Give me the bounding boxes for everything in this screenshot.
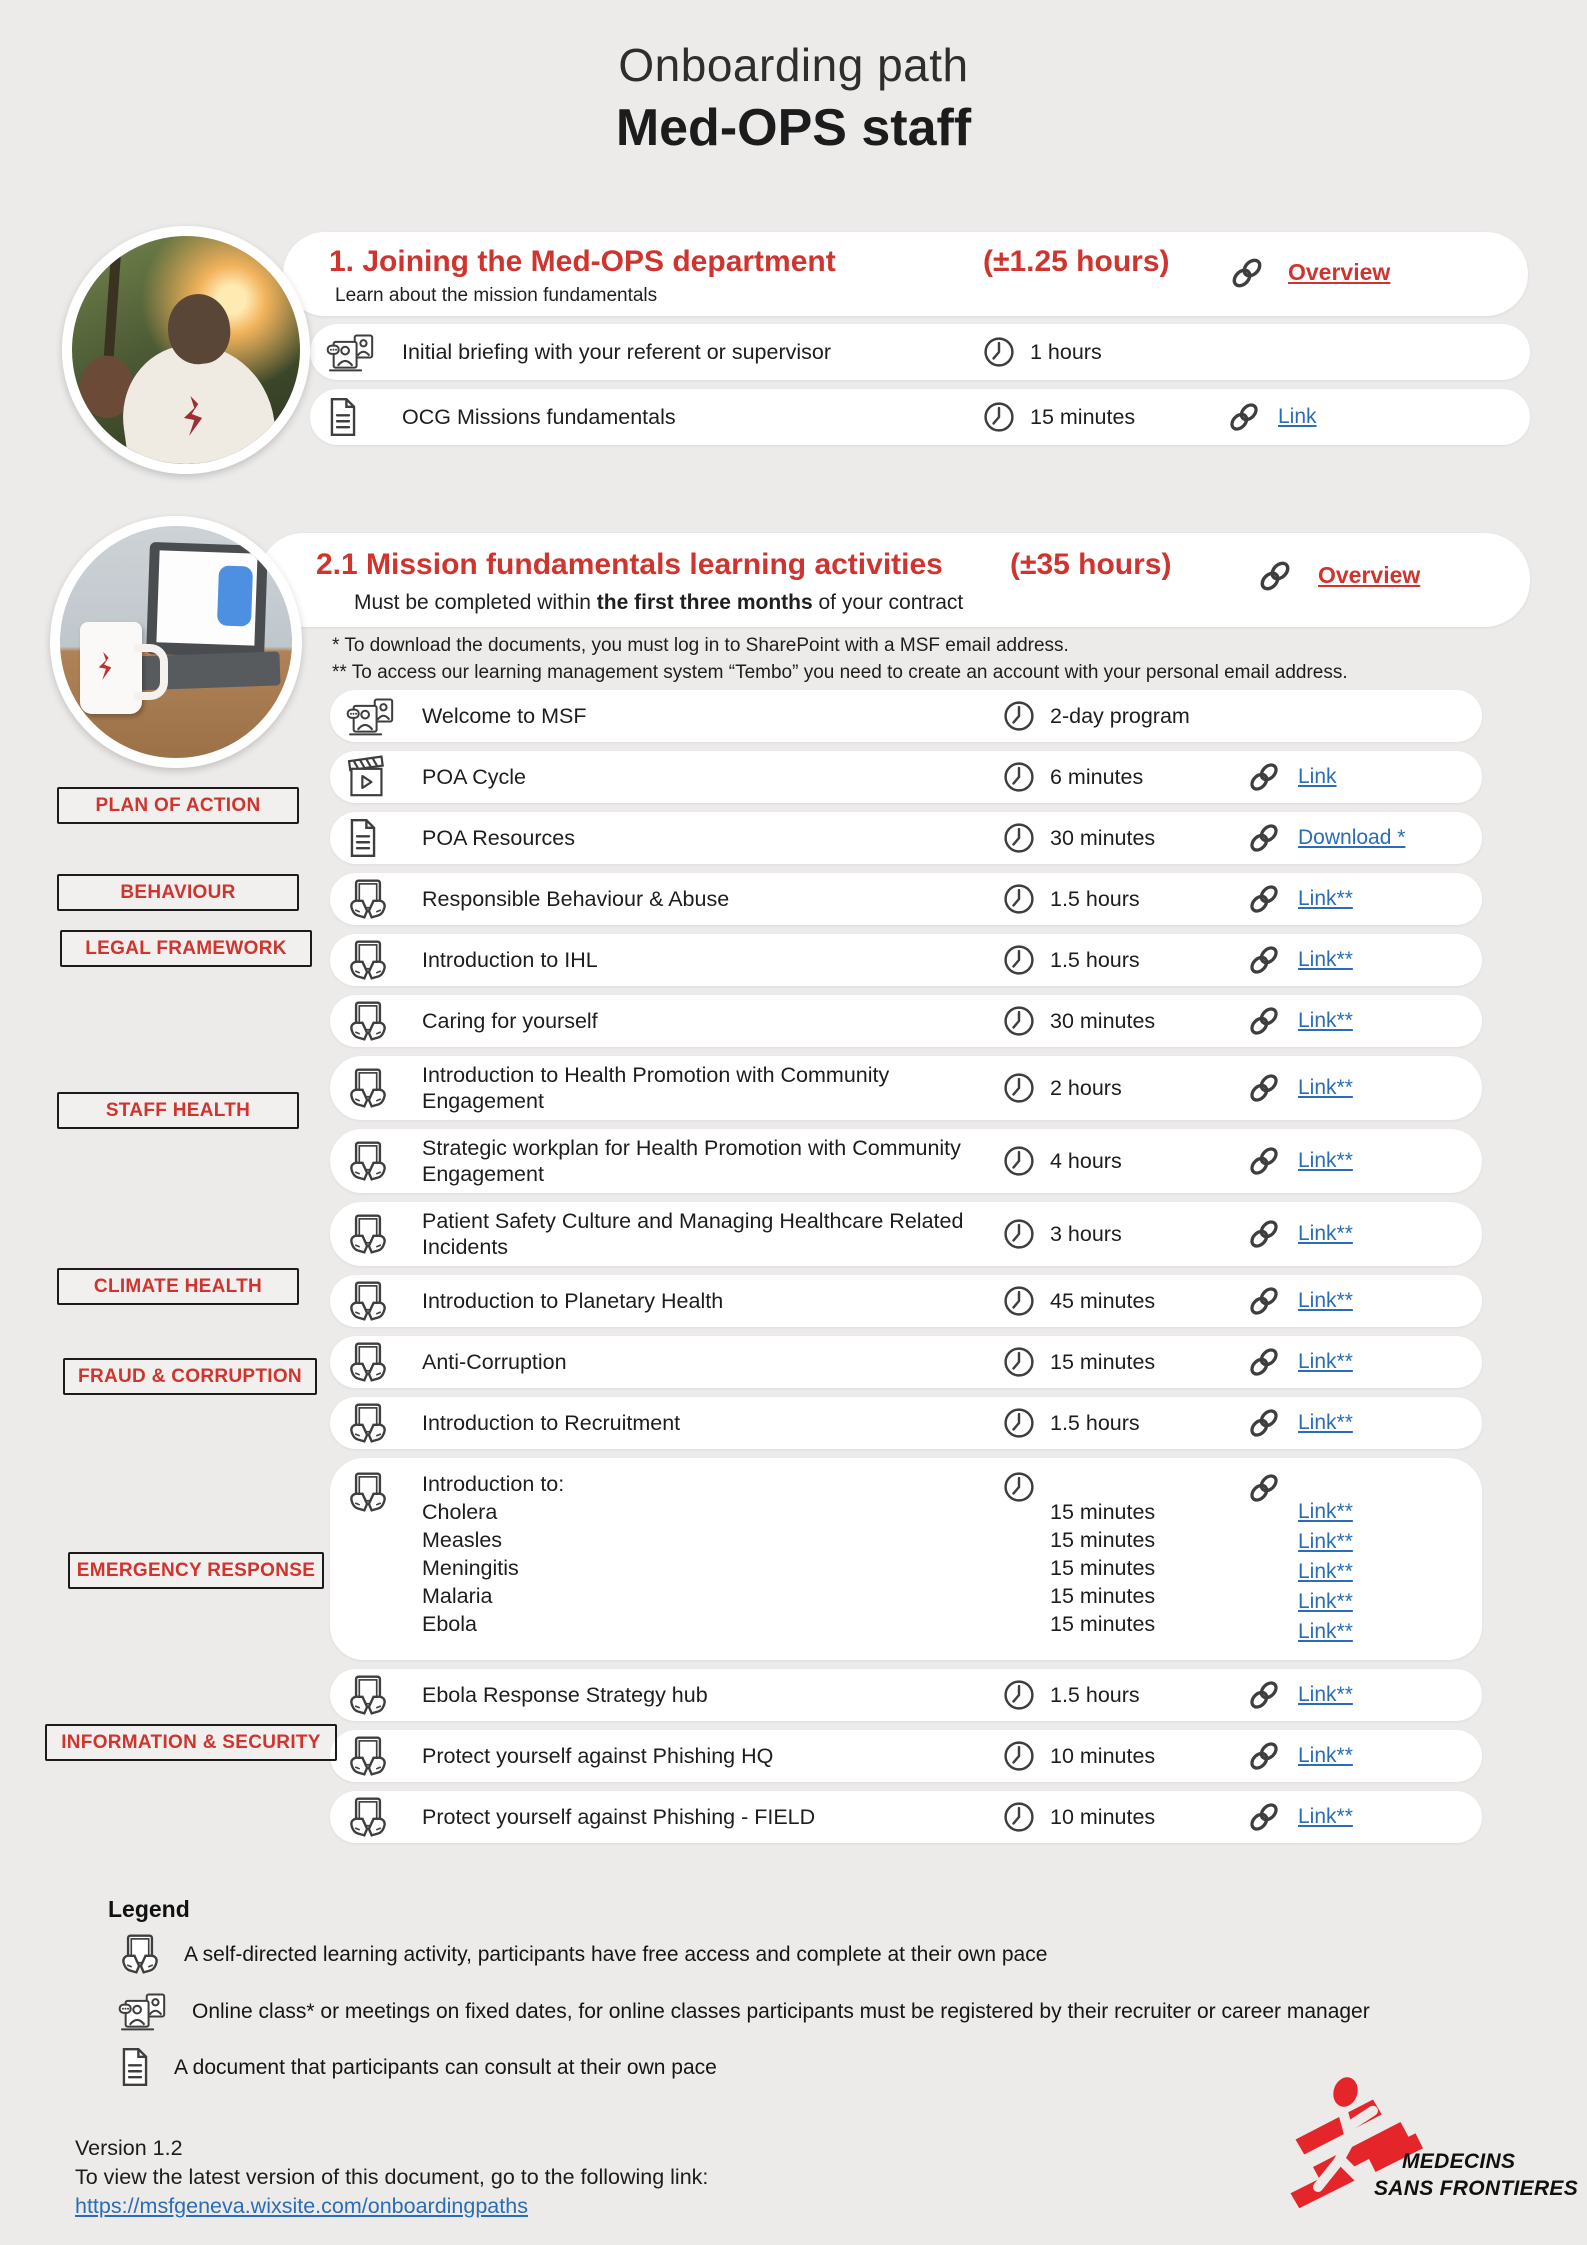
link-icon: [1246, 1070, 1282, 1106]
self-directed-learning-icon: [118, 1932, 162, 1976]
legend-text: A self-directed learning activity, participants have free access and complete at their own pace: [184, 1942, 1048, 1966]
clock-icon: [982, 400, 1016, 434]
activity-label-stack: [422, 1470, 990, 1638]
self-directed-learning-icon: [346, 1673, 390, 1717]
activity-row: [330, 690, 1482, 742]
section1-overview-link[interactable]: Overview: [1288, 259, 1391, 285]
link-icon-cell: [1226, 399, 1278, 435]
clock-icon-cell: [1002, 882, 1050, 916]
activity-row: [330, 1791, 1482, 1843]
activity-link-cell: [1298, 1222, 1482, 1246]
activity-link[interactable]: Link**: [1298, 1289, 1353, 1312]
self-directed-learning-icon: [346, 1734, 390, 1778]
activity-link[interactable]: Link**: [1298, 1530, 1353, 1553]
section1-photo: [62, 226, 310, 474]
activity-row: [330, 1056, 1482, 1120]
msf-logo: [1272, 2062, 1582, 2237]
section2-subtitle-bold: the first three months: [596, 591, 813, 614]
self-directed-learning-icon: [346, 1139, 390, 1183]
activity-label: POA Cycle: [422, 765, 526, 789]
self-directed-learning-icon: [346, 999, 390, 1043]
link-icon-cell: [1246, 1799, 1298, 1835]
link-icon: [1246, 1344, 1282, 1380]
activity-duration: 15 minutes: [1050, 1500, 1156, 1524]
category-fraud-corruption: FRAUD & CORRUPTION: [63, 1358, 317, 1395]
clock-icon-cell: [982, 335, 1030, 369]
legend-item: [118, 1989, 1478, 2033]
activity-link-cell: [1298, 826, 1482, 850]
activity-duration: 1.5 hours: [1050, 1682, 1140, 1707]
activity-link-cell: [1298, 1076, 1482, 1100]
clock-icon: [1002, 1217, 1036, 1251]
online-class-icon: [118, 1989, 170, 2033]
legend-heading: Legend: [108, 1896, 190, 1922]
activity-label: Introduction to IHL: [422, 948, 598, 972]
activity-link[interactable]: Link**: [1298, 1590, 1353, 1613]
activity-link[interactable]: Download *: [1298, 826, 1406, 849]
self-directed-learning-icon: [346, 1066, 390, 1110]
activity-link-cell: [1298, 887, 1482, 911]
activity-link-cell: [1298, 765, 1482, 789]
activity-icon-cell: [346, 1470, 422, 1514]
activity-label: Strategic workplan for Health Promotion with Community Engagement: [422, 1136, 961, 1186]
clock-icon-cell: [1002, 1739, 1050, 1773]
link-icon-cell: [1246, 1143, 1298, 1179]
activity-label: Responsible Behaviour & Abuse: [422, 887, 730, 911]
clock-icon: [1002, 943, 1036, 977]
link-icon-cell: [1246, 1738, 1298, 1774]
activity-duration: 1.5 hours: [1050, 947, 1140, 972]
self-directed-learning-icon: [346, 1279, 390, 1323]
link-icon-cell: [1246, 1344, 1298, 1380]
activity-duration: 2 hours: [1050, 1075, 1122, 1100]
clock-icon: [1002, 1406, 1036, 1440]
footer: [75, 2134, 708, 2221]
activity-link-cell: [1298, 1470, 1482, 1648]
clock-icon: [1002, 1004, 1036, 1038]
page-title: [0, 38, 1587, 158]
online-class-icon: [346, 694, 398, 738]
activity-row: [330, 1275, 1482, 1327]
link-icon-cell: [1246, 1216, 1298, 1252]
section2-subtitle-prefix: Must be completed within: [354, 591, 597, 614]
activity-link[interactable]: Link**: [1298, 948, 1353, 971]
activity-row: [310, 324, 1530, 380]
activity-link-cell: [1298, 1683, 1482, 1707]
version-label: Version 1.2: [75, 2136, 183, 2160]
section1-header: [283, 232, 1528, 316]
activity-label: POA Resources: [422, 826, 575, 850]
link-icon-cell: [1246, 820, 1298, 856]
activity-duration: 15 minutes: [1050, 1584, 1156, 1608]
clock-icon-cell: [1002, 1406, 1050, 1440]
activity-link-cell: [1298, 1289, 1482, 1313]
activity-row: [310, 389, 1530, 445]
link-icon: [1228, 254, 1266, 292]
section1-duration: (±1.25 hours): [983, 245, 1170, 278]
activity-duration: 15 minutes: [1050, 1528, 1156, 1552]
activity-duration: 4 hours: [1050, 1148, 1122, 1173]
clock-icon-cell: [1002, 1345, 1050, 1379]
category-staff-health: STAFF HEALTH: [57, 1092, 299, 1129]
activity-icon-cell: [346, 755, 422, 799]
page-title-line2: Med-OPS staff: [615, 99, 972, 157]
clock-icon: [1002, 1800, 1036, 1834]
section2-notes: [332, 632, 1348, 686]
section2-photo: [50, 516, 302, 768]
link-icon: [1246, 820, 1282, 856]
section2-overview-link[interactable]: Overview: [1318, 562, 1421, 588]
link-icon-cell: [1246, 942, 1298, 978]
activity-duration: 30 minutes: [1050, 825, 1156, 850]
activity-link-cell: [1298, 1805, 1482, 1829]
link-icon: [1246, 1470, 1282, 1506]
activity-label: Patient Safety Culture and Managing Healthcare Related Incidents: [422, 1209, 964, 1259]
activity-row: [330, 1669, 1482, 1721]
activity-icon-cell: [346, 877, 422, 921]
link-icon-cell: [1246, 1003, 1298, 1039]
activity-icon-cell: [346, 938, 422, 982]
activity-icon-cell: [346, 1340, 422, 1384]
link-icon: [1246, 1283, 1282, 1319]
page-title-line1: Onboarding path: [618, 39, 969, 91]
activity-duration: 15 minutes: [1050, 1556, 1156, 1580]
activity-link-cell: [1298, 1411, 1482, 1435]
activity-row: [330, 934, 1482, 986]
activity-link[interactable]: Link**: [1298, 1149, 1353, 1172]
clock-icon-cell: [1002, 943, 1050, 977]
note-tembo: ** To access our learning management system “Tembo” you need to create an account with your personal email address.: [332, 662, 1348, 683]
activity-duration: 3 hours: [1050, 1221, 1122, 1246]
activity-icon-cell: [346, 999, 422, 1043]
duration-stack: [1050, 1470, 1246, 1638]
document-icon: [326, 396, 360, 438]
activity-sub-label: Ebola: [422, 1612, 477, 1636]
link-icon: [1246, 1738, 1282, 1774]
activity-link[interactable]: Link**: [1298, 1411, 1353, 1434]
spacer: [1050, 1470, 1246, 1498]
activity-label: Introduction to Health Promotion with Community Engagement: [422, 1063, 890, 1113]
self-directed-learning-icon: [346, 1470, 390, 1514]
activity-icon-cell: [346, 1066, 422, 1110]
activity-icon-cell: [326, 330, 402, 374]
link-icon: [1246, 881, 1282, 917]
activity-label: Anti-Corruption: [422, 1350, 567, 1374]
activity-duration: 2-day program: [1050, 703, 1190, 728]
activity-row: [330, 1458, 1482, 1660]
activity-link[interactable]: Link**: [1298, 1560, 1353, 1583]
clock-icon-cell: [1002, 1678, 1050, 1712]
activity-link[interactable]: Link: [1298, 765, 1337, 788]
link-icon: [1246, 1677, 1282, 1713]
clock-icon-cell: [1002, 1217, 1050, 1251]
section2-duration: (±35 hours): [1010, 548, 1172, 581]
clock-icon-cell: [1002, 699, 1050, 733]
activity-duration: 6 minutes: [1050, 764, 1144, 789]
clock-icon: [1002, 821, 1036, 855]
link-icon: [1246, 1216, 1282, 1252]
category-behaviour: BEHAVIOUR: [57, 874, 299, 911]
link-icon: [1246, 1405, 1282, 1441]
clock-icon-cell: [1002, 1071, 1050, 1105]
clock-icon: [1002, 1345, 1036, 1379]
link-icon-cell: [1246, 881, 1298, 917]
activity-sub-label: Meningitis: [422, 1556, 519, 1580]
photo-decoration: [80, 622, 142, 714]
activity-link[interactable]: Link**: [1298, 1805, 1353, 1828]
link-icon: [1246, 759, 1282, 795]
activity-link[interactable]: Link**: [1298, 1620, 1353, 1643]
msf-logo-line1: MEDECINS: [1402, 2150, 1516, 2173]
clock-icon-cell: [1002, 1800, 1050, 1834]
category-climate-health: CLIMATE HEALTH: [57, 1268, 299, 1305]
section2-subtitle: [354, 591, 963, 615]
online-class-icon: [326, 330, 378, 374]
category-legal-framework: LEGAL FRAMEWORK: [60, 930, 312, 967]
activity-row: [330, 873, 1482, 925]
self-directed-learning-icon: [346, 938, 390, 982]
activity-link[interactable]: Link**: [1298, 1500, 1353, 1523]
activity-label: Caring for yourself: [422, 1009, 598, 1033]
activity-duration: 15 minutes: [1050, 1349, 1156, 1374]
activity-link[interactable]: Link**: [1298, 1076, 1353, 1099]
category-emergency-response: EMERGENCY RESPONSE: [68, 1552, 324, 1589]
activity-link-cell: [1298, 1149, 1482, 1173]
clock-icon-cell: [1002, 760, 1050, 794]
activity-link[interactable]: Link**: [1298, 1222, 1353, 1245]
clock-icon: [1002, 1470, 1036, 1504]
activity-icon-cell: [346, 1279, 422, 1323]
activity-label: Protect yourself against Phishing HQ: [422, 1744, 774, 1768]
legend-text: A document that participants can consult at their own pace: [174, 2055, 717, 2079]
link-icon: [1246, 1143, 1282, 1179]
document-icon: [346, 817, 380, 859]
spacer: [1298, 1470, 1482, 1498]
activity-row: [330, 1397, 1482, 1449]
activity-row: [330, 1730, 1482, 1782]
document-icon: [118, 2046, 152, 2088]
clock-icon: [1002, 1739, 1036, 1773]
link-icon-cell: [1246, 1283, 1298, 1319]
activity-duration: 1.5 hours: [1050, 886, 1140, 911]
self-directed-learning-icon: [346, 1401, 390, 1445]
self-directed-learning-icon: [346, 877, 390, 921]
link-icon: [1246, 1799, 1282, 1835]
section1-activity-list: [310, 324, 1530, 445]
clock-icon: [1002, 1678, 1036, 1712]
legend-item: [118, 1932, 1478, 1976]
self-directed-learning-icon: [346, 1212, 390, 1256]
activity-link-cell: [1298, 1350, 1482, 1374]
clock-icon: [1002, 1144, 1036, 1178]
activity-label: OCG Missions fundamentals: [402, 405, 676, 429]
section1-subtitle: Learn about the mission fundamentals: [335, 285, 658, 306]
link-icon-cell: [1246, 1677, 1298, 1713]
clock-icon-cell: [1002, 1470, 1050, 1504]
activity-duration: 1.5 hours: [1050, 1410, 1140, 1435]
activity-icon-cell: [346, 1673, 422, 1717]
activity-label: Introduction to Planetary Health: [422, 1289, 724, 1313]
note-sharepoint: * To download the documents, you must log in to SharePoint with a MSF email address.: [332, 635, 1069, 656]
section2-heading: 2.1 Mission fundamentals learning activities: [316, 548, 943, 581]
activity-duration: 10 minutes: [1050, 1804, 1156, 1829]
link-icon: [1226, 399, 1262, 435]
clock-icon: [1002, 1284, 1036, 1318]
activity-duration: 10 minutes: [1050, 1743, 1156, 1768]
legend-text: Online class* or meetings on fixed dates, for online classes participants must be registered by their recruiter or career manager: [192, 1999, 1370, 2023]
self-directed-learning-icon: [346, 1795, 390, 1839]
category-plan-of-action: PLAN OF ACTION: [57, 787, 299, 824]
clock-icon-cell: [1002, 1144, 1050, 1178]
photo-decoration: [134, 644, 168, 700]
activity-link[interactable]: Link**: [1298, 1683, 1353, 1706]
activity-label: Ebola Response Strategy hub: [422, 1683, 708, 1707]
activity-label: Introduction to:: [422, 1472, 565, 1496]
clock-icon-cell: [1002, 1284, 1050, 1318]
photo-decoration: [217, 565, 253, 626]
activity-duration: 1 hours: [1030, 339, 1102, 364]
link-icon-cell: [1246, 759, 1298, 795]
activity-row: [330, 1336, 1482, 1388]
link-icon-cell: [1246, 1405, 1298, 1441]
activity-link[interactable]: Link**: [1298, 887, 1353, 910]
activity-link[interactable]: Link**: [1298, 1744, 1353, 1767]
clock-icon: [1002, 699, 1036, 733]
link-icon: [1256, 557, 1294, 595]
activity-link-cell: [1298, 1009, 1482, 1033]
link-icon-cell: [1246, 1470, 1298, 1506]
clock-icon: [1002, 882, 1036, 916]
clock-icon: [1002, 1071, 1036, 1105]
activity-icon-cell: [346, 1139, 422, 1183]
link-stack: [1298, 1470, 1482, 1648]
clock-icon: [982, 335, 1016, 369]
activity-row: [330, 751, 1482, 803]
footer-link[interactable]: https://msfgeneva.wixsite.com/onboardingpaths: [75, 2194, 528, 2218]
link-icon: [1246, 1003, 1282, 1039]
video-icon: [346, 755, 386, 799]
activity-label-cell: [422, 1470, 1002, 1638]
section2-header: [258, 533, 1530, 627]
clock-icon-cell: [1002, 1004, 1050, 1038]
activity-link-cell: [1298, 1744, 1482, 1768]
activity-icon-cell: [346, 817, 422, 859]
activity-sub-label: Malaria: [422, 1584, 493, 1608]
clock-icon: [1002, 760, 1036, 794]
section2-subtitle-suffix: of your contract: [812, 591, 964, 614]
activity-link[interactable]: Link**: [1298, 1350, 1353, 1373]
activity-label: Protect yourself against Phishing - FIELD: [422, 1805, 816, 1829]
activity-link[interactable]: Link**: [1298, 1009, 1353, 1032]
clock-icon-cell: [982, 400, 1030, 434]
activity-icon-cell: [346, 1795, 422, 1839]
link-icon: [1246, 942, 1282, 978]
activity-icon-cell: [326, 396, 402, 438]
category-information-security: INFORMATION & SECURITY: [45, 1724, 337, 1761]
activity-sub-label: Measles: [422, 1528, 503, 1552]
activity-duration: 45 minutes: [1050, 1288, 1156, 1313]
activity-duration: 30 minutes: [1050, 1008, 1156, 1033]
clock-icon-cell: [1002, 821, 1050, 855]
activity-link[interactable]: Link: [1278, 405, 1317, 428]
msf-logo-line2: SANS FRONTIERES: [1374, 2177, 1579, 2200]
activity-row: [330, 1202, 1482, 1266]
activity-row: [330, 1129, 1482, 1193]
activity-label: Initial briefing with your referent or supervisor: [402, 340, 831, 364]
photo-decoration: [104, 236, 122, 356]
activity-label: Welcome to MSF: [422, 704, 587, 728]
activity-icon-cell: [346, 694, 422, 738]
activity-duration: 15 minutes: [1050, 1612, 1156, 1636]
activity-link-cell: [1298, 948, 1482, 972]
activity-icon-cell: [346, 1212, 422, 1256]
activity-sub-label: Cholera: [422, 1500, 498, 1524]
activity-duration-cell: [1050, 1470, 1246, 1638]
link-icon-cell: [1246, 1070, 1298, 1106]
section2-activity-list: [330, 690, 1482, 1843]
self-directed-learning-icon: [346, 1340, 390, 1384]
activity-icon-cell: [346, 1734, 422, 1778]
activity-row: [330, 812, 1482, 864]
activity-icon-cell: [346, 1401, 422, 1445]
activity-row: [330, 995, 1482, 1047]
activity-link-cell: [1278, 405, 1530, 429]
activity-duration: 15 minutes: [1030, 404, 1136, 429]
footer-note: To view the latest version of this document, go to the following link:: [75, 2165, 709, 2189]
activity-label: Introduction to Recruitment: [422, 1411, 681, 1435]
section1-heading: 1. Joining the Med-OPS department: [329, 245, 836, 278]
